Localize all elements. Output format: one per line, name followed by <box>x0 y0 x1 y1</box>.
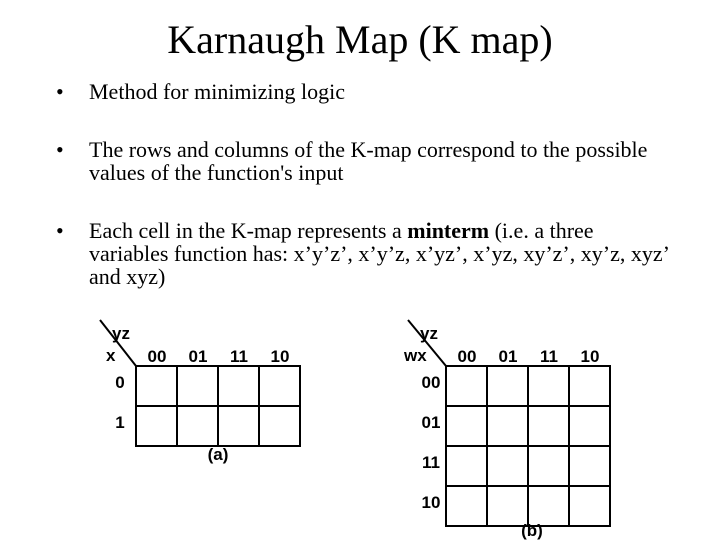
bullet-item <box>56 138 676 184</box>
kmap-b-col-label: 01 <box>498 347 518 366</box>
kmap-a-row-label: 1 <box>115 413 125 432</box>
kmap-a-row-var: x <box>106 346 116 365</box>
bullet-text: Method for minimizing logic <box>89 79 346 104</box>
kmap-a-col-label: 00 <box>147 347 167 366</box>
kmap-b-col-label: 11 <box>540 347 558 366</box>
bullet-item <box>56 219 676 288</box>
kmap-a-grid <box>136 366 300 446</box>
kmap-a-caption: (a) <box>207 445 229 464</box>
bullet-marker: • <box>56 137 64 162</box>
kmap-b-col-label: 10 <box>580 347 600 366</box>
kmap-b-col-var: yz <box>420 324 438 343</box>
bullet-marker: • <box>56 79 64 104</box>
kmap-a-row-label: 0 <box>115 373 125 392</box>
bullet-marker: • <box>56 218 64 243</box>
kmap-b-row-var: wx <box>404 346 427 365</box>
bullet-text-pre: Each cell in the K-map represents a <box>89 218 408 243</box>
slide-title: Karnaugh Map (K map) <box>167 17 553 62</box>
kmap-b-row-label: 00 <box>421 373 441 392</box>
kmap-a-col-label: 10 <box>270 347 290 366</box>
kmap-b-row-label: 10 <box>421 493 441 512</box>
kmap-a <box>100 320 310 464</box>
kmap-b <box>404 320 624 538</box>
bullet-text: The rows and columns of the K-map correspond to the possible values of the function's input <box>89 137 648 185</box>
kmap-b-grid <box>446 366 610 526</box>
kmap-b-row-label: 01 <box>421 413 441 432</box>
kmap-b-col-label: 00 <box>457 347 477 366</box>
kmap-a-col-var: yz <box>112 324 130 343</box>
bullet-term-minterm: minterm <box>407 218 490 243</box>
bullet-item <box>56 80 345 103</box>
kmap-a-col-label: 01 <box>188 347 208 366</box>
kmap-a-col-label: 11 <box>230 347 248 366</box>
kmap-b-row-label: 11 <box>422 453 440 472</box>
kmap-b-caption: (b) <box>521 521 543 540</box>
bullet-text-post: (i.e. a three variables function has: x’y’z’, x’y’z, x’yz’, x’yz, xy’z’, xy’z, xyz’ and xyz) <box>89 218 669 289</box>
